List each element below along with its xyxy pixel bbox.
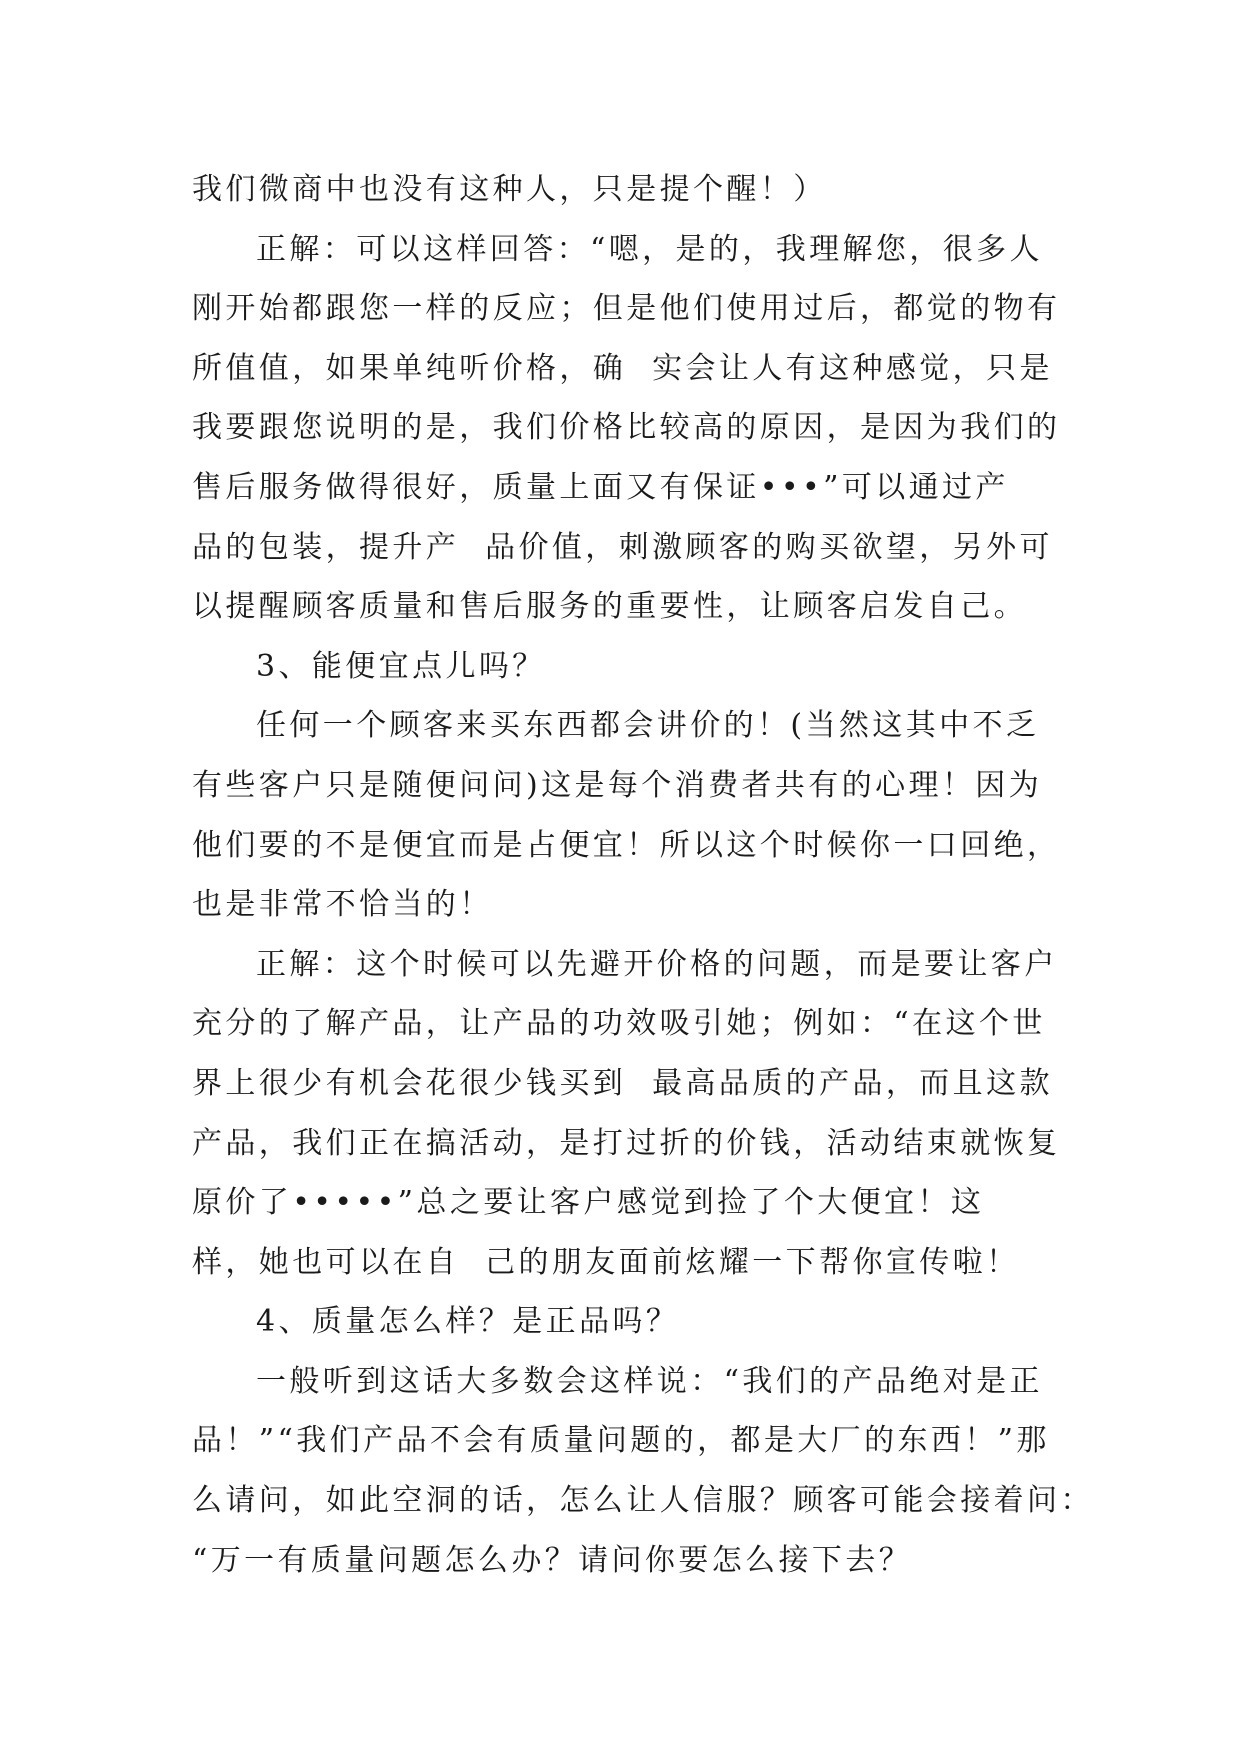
text-line: 界上很少有机会花很少钱买到 最高品质的产品，而且这款 — [192, 1065, 1053, 1101]
text-line: 有些客户只是随便问问)这是每个消费者共有的心理！因为 — [192, 767, 1043, 803]
text-line: 他们要的不是便宜而是占便宜！所以这个时候你一口回绝， — [192, 827, 1061, 863]
text-line: 正解：这个时候可以先避开价格的问题，而是要让客户 — [256, 946, 1058, 982]
text-line: 正解：可以这样回答：“嗯，是的，我理解您，很多人 — [256, 231, 1043, 267]
text-line: 充分的了解产品，让产品的功效吸引她；例如：“在这个世 — [192, 1006, 1046, 1042]
heading-line: 4、质量怎么样？是正品吗？ — [256, 1304, 680, 1340]
text-line: 样，她也可以在自 己的朋友面前炫耀一下帮你宣传啦！ — [192, 1244, 1020, 1280]
paragraph-answer-discount — [192, 935, 1061, 1293]
paragraph-answer-price — [192, 220, 1061, 637]
text-line: 也是非常不恰当的！ — [192, 887, 493, 923]
text-line: 所值值，如果单纯听价格，确 实会让人有这种感觉，只是 — [192, 350, 1053, 386]
paragraph-continuation — [192, 160, 1058, 220]
text-line: 原价了•••••”总之要让客户感觉到捡了个大便宜！这 — [192, 1185, 985, 1221]
document-body — [192, 160, 1094, 1590]
text-line: 么请问，如此空洞的话，怎么让人信服？顾客可能会接着问： — [192, 1483, 1094, 1519]
text-line: 品！”“我们产品不会有质量问题的，都是大厂的东西！”那 — [192, 1423, 1050, 1459]
text-line: 刚开始都跟您一样的反应；但是他们使用过后，都觉的物有 — [192, 291, 1061, 327]
section-heading-4 — [192, 1292, 1058, 1352]
text-line: 我要跟您说明的是，我们价格比较高的原因，是因为我们的 — [192, 410, 1061, 446]
text-line: 我们微商中也没有这种人，只是提个醒！） — [192, 172, 827, 207]
text-line: 品的包装，提升产 品价值，刺激顾客的购买欲望，另外可 — [192, 529, 1053, 565]
text-line: 一般听到这话大多数会这样说：“我们的产品绝对是正 — [256, 1363, 1043, 1399]
text-line: 任何一个顾客来买东西都会讲价的！(当然这其中不乏 — [256, 708, 1040, 744]
text-line: 产品，我们正在搞活动，是打过折的价钱，活动结束就恢复 — [192, 1125, 1061, 1161]
section-heading-3 — [192, 637, 1058, 697]
text-line: 以提醒顾客质量和售后服务的重要性，让顾客启发自己。 — [192, 589, 1027, 625]
paragraph-quality — [192, 1352, 1094, 1590]
heading-line: 3、能便宜点儿吗？ — [256, 648, 546, 684]
paragraph-bargaining — [192, 696, 1061, 934]
text-line: 售后服务做得很好，质量上面又有保证•••”可以通过产 — [192, 469, 1009, 505]
text-line: “万一有质量问题怎么办？请问你要怎么接下去？ — [192, 1542, 913, 1578]
